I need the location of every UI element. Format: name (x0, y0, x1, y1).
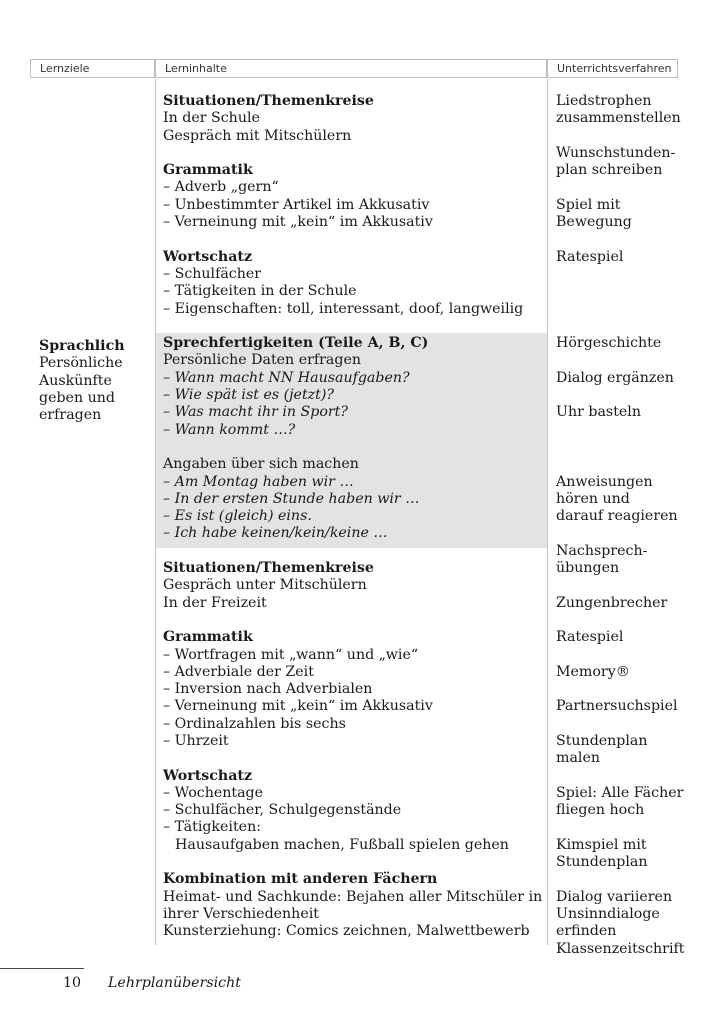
lerninhalt-line: – Wie spät ist es (jetzt)? (163, 387, 334, 404)
lerninhalt-line: Wortschatz (163, 767, 253, 784)
lerninhalt-line: Situationen/Themenkreise (163, 560, 374, 577)
spacer (556, 266, 716, 283)
lerninhalt-line: – Ordinalzahlen bis sechs (163, 715, 346, 732)
verfahren-line: Dialog ergänzen (556, 369, 674, 386)
verfahren-line: Zungenbrecher (556, 594, 668, 611)
verfahren-line: Wunschstunden- (556, 144, 676, 161)
lerninhalt-line: Angaben über sich machen (163, 456, 359, 473)
verfahren-line: erfinden (556, 923, 617, 940)
lerninhalt-line: – Schulfächer, Schulgegenstände (163, 802, 402, 819)
lerninhalt-line: Grammatik (163, 162, 253, 179)
lerninhalt-line: Wortschatz (163, 248, 253, 265)
lerninhalt-line: Situationen/Themenkreise (163, 93, 374, 109)
spacer (163, 612, 543, 629)
spacer (556, 352, 716, 369)
header-unterrichtsverfahren: Unterrichtsverfahren (547, 59, 678, 78)
lerninhalt-line: Kunsterziehung: Comics zeichnen, Malwettbewerb (163, 923, 530, 940)
spacer (556, 231, 716, 248)
header-lerninhalte: Lerninhalte (155, 59, 547, 78)
lerninhalt-line: Sprechfertigkeiten (Teile A, B, C) (163, 335, 429, 352)
lerninhalt-line: Heimat- und Sachkunde: Bejahen aller Mitschüler in (163, 888, 543, 905)
spacer (556, 422, 716, 439)
spacer (556, 871, 716, 888)
spacer (556, 716, 716, 733)
lerninhalt-line: Persönliche Daten erfragen (163, 352, 361, 369)
verfahren-line: zusammenstellen (556, 110, 681, 127)
lerninhalt-line: Grammatik (163, 629, 253, 646)
lernziele-line: Auskünfte (39, 372, 112, 389)
lerninhalt-line: – Wochentage (163, 784, 264, 801)
verfahren-line: Hörgeschichte (556, 335, 662, 352)
lerninhalt-line: – Wortfragen mit „wann“ und „wie“ (163, 646, 419, 663)
lerninhalt-line: – Unbestimmter Artikel im Akkusativ (163, 196, 430, 213)
lernziele-line: Persönliche (39, 355, 123, 372)
lerninhalt-line: – Ich habe keinen/kein/keine … (163, 525, 388, 542)
verfahren-line: Partnersuchspiel (556, 698, 678, 715)
verfahren-line: Ratespiel (556, 629, 624, 646)
spacer (163, 854, 543, 871)
lerninhalt-line: – Tätigkeiten in der Schule (163, 283, 357, 300)
lerninhalt-line: – Uhrzeit (163, 732, 229, 749)
verfahren-line: übungen (556, 560, 620, 577)
verfahren-line: Nachsprech- (556, 542, 648, 559)
spacer (556, 647, 716, 664)
lernziele-heading: Sprachlich (39, 338, 125, 354)
spacer (556, 577, 716, 594)
spacer (556, 439, 716, 456)
verfahren-line: Uhr basteln (556, 404, 641, 421)
verfahren-line: Klassenzeitschrift (556, 940, 685, 957)
verfahren-line: Stundenplan (556, 732, 648, 749)
verfahren-line: Spiel: Alle Fächer (556, 784, 684, 801)
verfahren-line: Stundenplan (556, 854, 648, 871)
lerninhalt-line: – Wann macht NN Hausaufgaben? (163, 369, 410, 386)
verfahren-line: Dialog variieren (556, 888, 673, 905)
spacer (556, 819, 716, 836)
footer-rule (0, 968, 84, 969)
lerninhalt-line: Gespräch mit Mitschülern (163, 127, 352, 144)
verfahren-line: Ratespiel (556, 248, 624, 265)
spacer (556, 456, 716, 473)
lerninhalt-line: In der Freizeit (163, 594, 267, 611)
lerninhalt-line: Gespräch unter Mitschülern (163, 577, 367, 594)
verfahren-line: Memory® (556, 663, 630, 680)
spacer (556, 128, 716, 145)
lerninhalt-line: – Schulfächer (163, 265, 262, 282)
lerninhalt-line: Kombination mit anderen Fächern (163, 871, 438, 888)
spacer (556, 387, 716, 404)
verfahren-line: plan schreiben (556, 162, 663, 179)
page-number: 10 (63, 975, 82, 991)
verfahren-line: hören und (556, 490, 630, 507)
lerninhalte-column (163, 93, 543, 941)
spacer (556, 612, 716, 629)
lerninhalt-line: – Wann kommt …? (163, 421, 296, 438)
spacer (556, 301, 716, 318)
lerninhalt-line: Hausaufgaben machen, Fußball spielen gehen (175, 836, 509, 853)
lerninhalt-line: – Es ist (gleich) eins. (163, 508, 312, 525)
verfahren-line: Spiel mit (556, 196, 621, 213)
unterrichtsverfahren-column (556, 93, 716, 958)
spacer (556, 318, 716, 335)
lerninhalt-line: ihrer Verschiedenheit (163, 905, 319, 922)
spacer (163, 439, 543, 456)
lerninhalt-line: – Tätigkeiten: (163, 819, 261, 836)
lerninhalt-line: – Adverbiale der Zeit (163, 663, 314, 680)
verfahren-line: Anweisungen (556, 473, 653, 490)
column-divider-right (547, 79, 548, 945)
lerninhalt-line: – Was macht ihr in Sport? (163, 404, 348, 421)
verfahren-line: Liedstrophen (556, 93, 652, 109)
verfahren-line: Bewegung (556, 214, 632, 231)
spacer (556, 283, 716, 300)
lerninhalt-line: – Eigenschaften: toll, interessant, doof, langweilig (163, 300, 524, 317)
spacer (163, 750, 543, 767)
lerninhalt-line: – Adverb „gern“ (163, 179, 279, 196)
verfahren-line: darauf reagieren (556, 508, 678, 525)
verfahren-line: fliegen hoch (556, 802, 645, 819)
verfahren-line: malen (556, 750, 600, 767)
lernziele-line: geben und (39, 389, 115, 406)
lerninhalt-line: In der Schule (163, 110, 260, 127)
running-title: Lehrplanübersicht (108, 975, 241, 991)
lerninhalt-line: – Verneinung mit „kein“ im Akkusativ (163, 214, 433, 231)
spacer (556, 525, 716, 542)
lerninhalt-line: – Am Montag haben wir … (163, 473, 354, 490)
verfahren-line: Unsinndialoge (556, 905, 660, 922)
spacer (163, 318, 543, 335)
column-divider-left (155, 79, 156, 945)
spacer (556, 768, 716, 785)
verfahren-line: Kimspiel mit (556, 836, 647, 853)
lerninhalt-line: – In der ersten Stunde haben wir … (163, 490, 420, 507)
lernziele-line: erfragen (39, 407, 102, 424)
spacer (163, 145, 543, 162)
header-lernziele: Lernziele (30, 59, 155, 78)
lernziele-column (39, 338, 151, 424)
lerninhalt-line: – Verneinung mit „kein“ im Akkusativ (163, 698, 433, 715)
spacer (556, 681, 716, 698)
spacer (163, 543, 543, 560)
lerninhalt-line: – Inversion nach Adverbialen (163, 681, 373, 698)
spacer (163, 231, 543, 248)
spacer (556, 179, 716, 196)
